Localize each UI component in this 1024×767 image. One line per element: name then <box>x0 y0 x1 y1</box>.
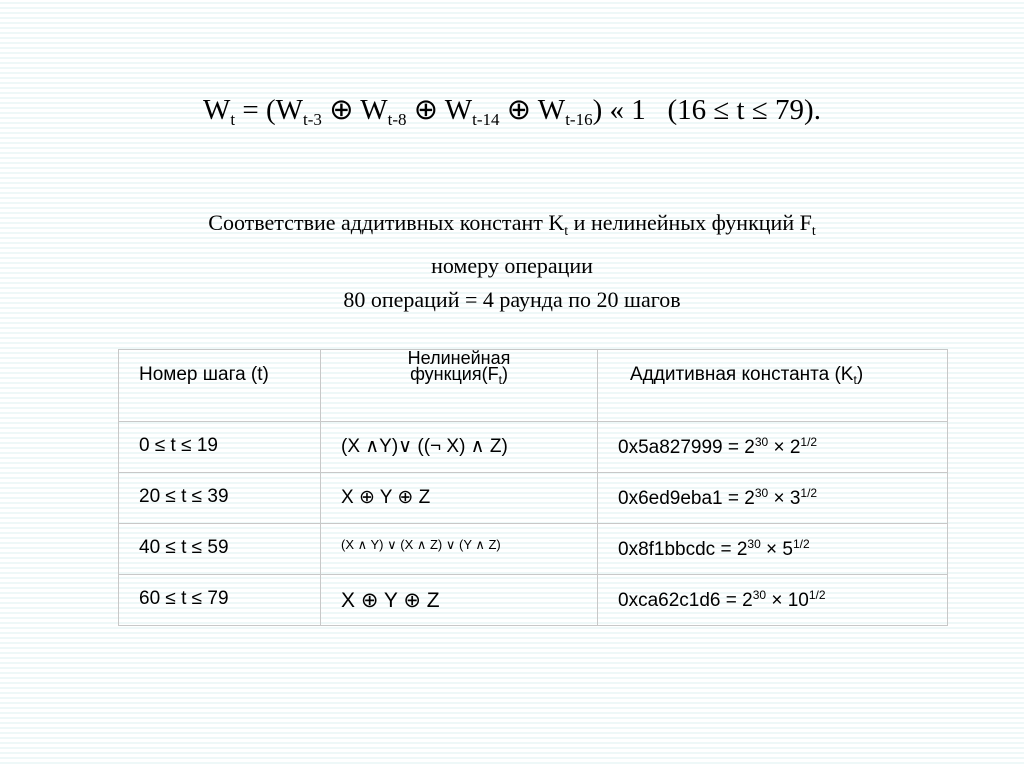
formula-sub: t <box>230 110 236 129</box>
constant-cell <box>598 575 948 626</box>
title-sub: t <box>564 224 569 239</box>
step-text: 40 ≤ t ≤ 59 <box>139 537 229 558</box>
function-cell <box>321 473 598 524</box>
step-cell <box>119 422 321 473</box>
header-func-line1: Нелинейная <box>407 348 511 368</box>
function-cell <box>321 575 598 626</box>
header-const-sub: t <box>853 373 857 387</box>
header-const-close: ) <box>856 364 864 385</box>
step-text: 0 ≤ t ≤ 19 <box>139 435 218 456</box>
header-constant <box>598 350 948 422</box>
formula-part: ⊕ W <box>499 94 566 126</box>
constant-hex: 0x6ed9eba1 = 2 <box>618 488 755 509</box>
table-row <box>119 422 948 473</box>
formula-part: ⊕ W <box>406 94 473 126</box>
formula-part: ) « 1 (16 ≤ t ≤ 79). <box>592 94 821 126</box>
constant-hex: 0xca62c1d6 = 2 <box>618 590 753 611</box>
step-cell <box>119 473 321 524</box>
constant-root: 1/2 <box>808 588 826 602</box>
title-line-2: номеру операции <box>431 253 593 278</box>
step-text: 20 ≤ t ≤ 39 <box>139 486 229 507</box>
formula-sub: t-14 <box>472 110 500 129</box>
constant-mul: × 2 <box>768 437 801 458</box>
table-row <box>119 524 948 575</box>
constant-exp: 30 <box>752 588 767 602</box>
constant-root: 1/2 <box>800 435 818 449</box>
header-func-close: ) <box>501 364 508 384</box>
title-line-3: 80 операций = 4 раунда по 20 шагов <box>343 287 681 312</box>
table-row <box>119 575 948 626</box>
formula-part: ⊕ W <box>321 94 388 126</box>
constant-hex: 0x5a827999 = 2 <box>618 437 755 458</box>
constant-hex: 0x8f1bbcdc = 2 <box>618 539 748 560</box>
constant-mul: × 10 <box>766 590 809 611</box>
table-row <box>119 473 948 524</box>
title-text: и нелинейных функций F <box>568 210 812 235</box>
header-const-label: Аддитивная константа (K <box>630 364 854 385</box>
formula-sub: t-8 <box>387 110 407 129</box>
header-func-line2: функция(F <box>410 364 499 384</box>
formula-sub: t-3 <box>303 110 322 129</box>
constant-mul: × 5 <box>760 539 793 560</box>
function-text: X ⊕ Y ⊕ Z <box>341 589 440 612</box>
constants-table <box>118 349 948 626</box>
formula-sub: t-16 <box>565 110 593 129</box>
step-cell <box>119 575 321 626</box>
constant-exp: 30 <box>754 435 769 449</box>
title-text: Соответствие аддитивных констант K <box>208 210 565 235</box>
function-text: X ⊕ Y ⊕ Z <box>341 487 431 508</box>
header-func-sub: t <box>498 373 502 387</box>
header-function <box>321 350 598 422</box>
constant-exp: 30 <box>747 537 761 551</box>
constant-cell <box>598 422 948 473</box>
slide-title <box>0 206 1024 317</box>
function-text: (X ∧ Y) ∨ (X ∧ Z) ∨ (Y ∧ Z) <box>341 537 501 552</box>
function-cell <box>321 524 598 575</box>
step-text: 60 ≤ t ≤ 79 <box>139 588 229 609</box>
constant-cell <box>598 473 948 524</box>
constant-mul: × 3 <box>768 488 801 509</box>
constant-cell <box>598 524 948 575</box>
constant-exp: 30 <box>754 486 769 500</box>
title-sub: t <box>811 224 816 239</box>
table-header-row <box>119 350 948 422</box>
message-schedule-formula <box>0 92 1024 130</box>
header-step <box>119 350 321 422</box>
step-cell <box>119 524 321 575</box>
function-cell <box>321 422 598 473</box>
formula-part: = (W <box>235 94 304 126</box>
formula-part: W <box>203 94 231 126</box>
header-step-label: Номер шага (t) <box>139 364 269 385</box>
function-text: (X ∧Y)∨ ((¬ X) ∧ Z) <box>341 436 508 457</box>
title-line-1 <box>0 206 1024 249</box>
constant-root: 1/2 <box>800 486 818 500</box>
constant-root: 1/2 <box>793 537 810 551</box>
